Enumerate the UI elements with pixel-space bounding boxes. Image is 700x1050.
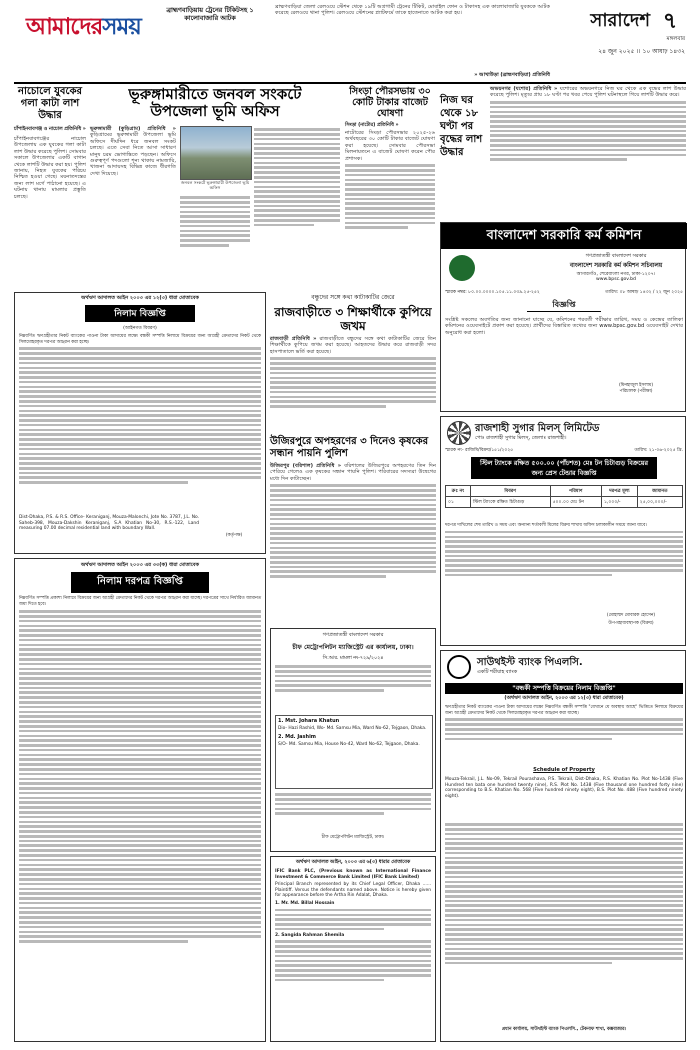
story-rajbari-text: রাজবাড়ীতে বন্ধুদের সঙ্গে কথা কাটাকাটির জেরে তিন শিক্ষার্থীকে কুপিয়ে জখম করা হয়েছে। আহতদের উদ্ধার করে রাজবাড়ী সদর হাসপাতালে ভর্তি করা হয়েছে। <box>270 336 436 355</box>
court-party2-addr: S/O- Md. Samsu Mia, House No-42, Ward No-62, Tejgaon, Dhaka. <box>278 741 420 747</box>
sugar-th-1: বিবরণ <box>470 486 550 497</box>
bpsc-web[interactable]: www.bpsc.gov.bd <box>596 277 636 282</box>
ific-defendant1: 1. Mr. Md. Billal Hossain <box>275 900 335 906</box>
logo-right: সময় <box>102 13 141 40</box>
logo-left: আমাদের <box>26 13 103 40</box>
southeast-footer: প্রধান কার্যালয়, সাউথইস্ট ব্যাংক পিএলসি., টেকনাফ শাখা, কক্সবাজার। <box>501 1027 627 1032</box>
story-main-photo <box>180 126 252 180</box>
sugar-th-0: ক্রঃ নং <box>446 486 471 497</box>
table-row <box>446 497 683 508</box>
masthead-day: মঙ্গলবার <box>666 36 685 42</box>
masthead-date: ২৪ জুন ২০২৫ ।। ১০ আষাঢ় ১৪৩২ <box>598 48 685 55</box>
story-main-body-col3 <box>254 126 340 286</box>
bpsc-logo <box>449 255 475 281</box>
story-main-byline: ভূরুঙ্গামারী (কুড়িগ্রাম) প্রতিনিধি » <box>90 126 176 132</box>
story-rajbari-continued <box>270 357 436 407</box>
story-rajbari <box>270 292 436 432</box>
story-ujirpur-text: বরিশালের উজিরপুরে অপহরণের তিন দিন পেরিয়ে গেলেও এক কৃষকের সন্ধান পায়নি পুলিশ। পরিবারের সদস্যরা উদ্বেগের মধ্যে দিন কাটাচ্ছেন। <box>270 463 436 482</box>
auction-left-footer: Dist-Dhaka, P.S. & R.S. Office- Keraniganj, Mouza-Malonchi, Jote No. 3787, J.L. No. Saheb-398, Mouza-Dakshin Keraniganj, S.A Khatian No-30, R.S.-122, Land measuring 07.00 decimal residential land with boundary Wall. <box>19 515 199 532</box>
sugar-logo <box>447 421 471 445</box>
story-rajbari-body <box>270 336 436 355</box>
southeast-body-text: ঋণগ্রহীতার নিকট ব্যাংকের পাওনা টাকা আদায়ের লক্ষ্যে নিম্নবর্ণিত বন্ধকী সম্পত্তি "যেখানে যে অবস্থায় আছে" ভিত্তিতে নিলামে বিক্রয়ের জন্য আগ্রহী ক্রেতাদের নিকট থেকে সিলমোহরকৃত দরপত্র আহ্বান করা যাচ্ছে। <box>445 705 683 716</box>
story-ujirpur-byline: উজিরপুর (বরিশাল) প্রতিনিধি » <box>270 463 342 469</box>
auction-left2-title: নিলাম দরপত্র বিজ্ঞপ্তি <box>71 572 209 593</box>
sugar-table <box>445 485 683 519</box>
sugar-ref-date: তারিখ: ২১-০৬-২০২৫ খ্রি. <box>634 448 683 453</box>
story-ujirpur-headline: উজিরপুরে অপহরণের ৩ দিনেও কৃষকের সন্ধান পায়নি পুলিশ <box>270 436 429 459</box>
auction-left-title: নিলাম বিজ্ঞপ্তি <box>85 305 195 322</box>
sugar-title: স্টিল ট্যাংকে রক্ষিত ৫০০.০০ (পাঁচশত) মেঃ টন চিটাগুড় বিক্রয়ের জন্য প্রেস টেন্ডার বিজ্ঞপ্তি <box>471 457 657 479</box>
court-party1-addr: Dio- Hazi Rashid, Wo- Md. Samsu Mia, Ward No-62, Tejgaon, Dhaka. <box>278 726 427 731</box>
sugar-th-4: জামানত <box>637 486 682 497</box>
southeast-bank-name: সাউথইস্ট ব্যাংক পিএলসি. <box>477 657 583 668</box>
story-rajbari-byline: রাজবাড়ী প্রতিনিধি » <box>270 336 317 342</box>
story-main-body <box>90 126 176 286</box>
story-rajbari-headline: রাজবাড়ীতে ৩ শিক্ষার্থীকে কুপিয়ে জখম <box>274 305 432 333</box>
section-title: সারাদেশ <box>590 10 650 31</box>
sugar-td-3: ১,০০০/- <box>601 497 637 508</box>
ific-filler-2 <box>275 940 431 981</box>
story-main-body-col2 <box>180 194 250 286</box>
ific-kicker: অর্থঋণ আদালত আইন, ২০০৩ এর ৬(৩) ধারার মোতাবেক <box>295 860 411 865</box>
bpsc-memo-date: তারিখ: ০৮ আষাঢ় ১৪৩২ / ২২ জুন ২০২৫ <box>605 290 683 295</box>
newspaper-logo <box>26 8 141 40</box>
sugar-td-2: ৫০০.০০ মেঃ টন <box>550 497 601 508</box>
court-gov: গণপ্রজাতন্ত্রী বাংলাদেশ সরকার <box>322 632 384 638</box>
lead-teaser-text: ব্রাহ্মণবাড়িয়া জেলা রেলওয়ে স্টেশন থেকে ১৯টি অগ্রগামী ট্রেনের টিকিট, মোবাইল ফোন ও টাকাসহ এক কালোবাজারি যুবককে আটক করেছে রেলওয়ে থানা পুলিশ। রেলওয়ে স্টেশনের প্ল্যাটফর্মে তাকে হাতেনাতে আটক করা হয়। <box>275 4 550 17</box>
story-main-photo-caption: জনবল সংকটে ভূরুঙ্গামারী উপজেলা ভূমি অফিস <box>180 180 250 190</box>
auction-left-kicker: অর্থঋণ আদালত আইন ২০০৩ এর ১২(৩) ধারা মোতাবেক <box>81 295 199 301</box>
masthead <box>0 0 700 82</box>
story-left-headline: নাচোলে যুবকের গলা কাটা লাশ উদ্ধার <box>18 86 82 121</box>
sugar-td-1: স্টিল ট্যাংকে রক্ষিত চিটাগুড় <box>470 497 550 508</box>
auction-left-body: নিম্নবর্ণিত ঋণগ্রহীতার নিকট ব্যাংকের পাওনা টাকা আদায়ের লক্ষ্যে বন্ধকী সম্পত্তি নিলামে বিক্রয়ের জন্য আগ্রহী ক্রেতাদের নিকট থেকে সিলমোহরকৃত দরপত্র আহ্বান করা হচ্ছে। <box>19 334 261 345</box>
southeast-title: "বন্ধকী সম্পত্তি বিক্রয়ের নিলাম বিজ্ঞপ্তি" <box>445 683 683 694</box>
sugar-th-3: দরপত্র মূল্য <box>601 486 637 497</box>
southeast-body <box>445 705 683 765</box>
lead-teaser-foot: » আখাউড়া (ব্রাহ্মণবাড়িয়া) প্রতিনিধি <box>474 72 550 78</box>
bpsc-banner: বাংলাদেশ সরকারি কর্ম কমিশন <box>441 223 687 249</box>
auction-left2-filler <box>19 610 261 943</box>
southeast-schedule: Mouza-Tekrail, J.L. No-09, Tekrail Pourashava, P.S. Tekrail, Dist-Dhaka, R.S. Khatian No. Plot No-1438 (Five Hundred ten bata one hundred twenty nine), R.S. Plot No. 1438 (Five thousand one hundred forty nine) corresponding to B.S. Khatian No. 568 (Five hundred ninety eight), B.S. Plot No. 488 (Five hundred ninety eight). <box>445 777 683 799</box>
story-main-headline-2: উপজেলা ভূমি অফিস <box>150 102 280 120</box>
story-nijer-body <box>490 86 686 216</box>
story-singra-body: নাটোরের সিংড়া পৌরসভার ২০২৫-২৬ অর্থবছরের ৩০ কোটি টাকার বাজেট ঘোষণা করা হয়েছে। সোমবার পৌরসভা মিলনায়তনে এ বাজেট ঘোষণা করেন পৌর প্রশাসক। <box>345 130 435 162</box>
southeast-schedule-head: Schedule of Property <box>533 767 595 773</box>
bpsc-sign: (মিনহাজুল ইসলাম) পরিচালক (পরীক্ষা) <box>618 383 654 394</box>
auction-ad-left <box>14 292 266 554</box>
ific-ad <box>270 856 436 1042</box>
story-singra-byline: সিংড়া (নাটোর) প্রতিনিধি » <box>345 123 399 128</box>
court-title: চীফ মেট্রোপলিটন ম্যাজিস্ট্রেট এর কার্যালয়, ঢাকা। <box>292 644 414 651</box>
story-singra <box>345 86 435 288</box>
auction-left2-body: নিম্নবর্ণিত সম্পত্তি প্রকাশ্য নিলামে বিক্রয়ের জন্য আগ্রহী ক্রেতাদের নিকট থেকে দরপত্র আহ্বান করা যাচ্ছে। দরপত্রের সাথে নির্ধারিত জামানত জমা দিতে হবে। <box>19 596 261 607</box>
auction-ad-left-2 <box>14 558 266 1042</box>
auction-left2-kicker: অর্থঋণ আদালত আইন ২০০৩ এর ৩৩(ক) ধারা মোতাবেক <box>80 562 200 568</box>
bpsc-memo: স্মারক নম্বর: ৮০.০০.০০০০.১০৫.১১.০৩৯.২৫-২৫২ <box>445 290 540 295</box>
story-ujirpur-body <box>270 463 436 482</box>
sugar-ad <box>440 416 686 646</box>
southeast-filler <box>445 821 683 1021</box>
bpsc-gov-line: গণপ্রজাতন্ত্রী বাংলাদেশ সরকার <box>585 253 647 259</box>
auction-left-sub: (আইনগত বিবরণ) <box>123 326 157 331</box>
story-main <box>90 86 340 288</box>
court-filler-bottom <box>275 791 431 831</box>
auction-left-filler <box>19 347 261 483</box>
story-ujirpur <box>270 436 436 624</box>
story-ujirpur-continued <box>270 484 436 577</box>
story-singra-headline: সিংড়া পৌরসভায় ৩০ কোটি টাকার বাজেট ঘোষণা <box>349 86 431 119</box>
story-nijer-text: যশোরের অভয়নগরে নিজ ঘর থেকে এক বৃদ্ধের লাশ উদ্ধার করেছে পুলিশ। মৃত্যুর প্রায় ১৮ ঘণ্টা পর খবর পেয়ে পুলিশ ঘটনাস্থলে গিয়ে লাশটি উদ্ধার করে। <box>490 86 686 99</box>
ific-body: Principal Branch represented by its Chief Legal Officer, Dhaka ...... Plaintiff. Versus the defendants named above. Notice is hereby given for appearance before the Artha Rin Adalat, Dhaka. <box>275 882 431 899</box>
sugar-td-4: ২৫,০০,০০০/- <box>637 497 682 508</box>
sugar-body-text: দরপত্র দাখিলের শেষ তারিখ ও সময় এবং অন্যান্য শর্তাবলী মিলের বিক্রয় শাখায় অফিস চলাকালীন সময়ে জানা যাবে। <box>445 523 647 528</box>
court-case: সি.আর. মামলা নং-৭২৯/২০২৪ <box>322 656 384 661</box>
ific-defendant2: 2. Sangida Rahman Shemila <box>275 932 345 938</box>
bpsc-ad <box>440 222 686 412</box>
southeast-logo <box>447 655 471 679</box>
court-ad <box>270 628 436 852</box>
story-left-byline: চাঁপাইনবাবগঞ্জ ও নাচোল প্রতিনিধি » <box>14 127 86 132</box>
court-party2: 2. Md. Jashim <box>278 733 317 740</box>
ific-filler-1 <box>275 909 431 931</box>
bpsc-address: আগারগাঁও, শেরেবাংলা নগর, ঢাকা-১২০৭। <box>576 272 656 277</box>
page-number: ৭ <box>662 9 678 34</box>
masthead-rule <box>14 82 686 84</box>
court-footer: চীফ মেট্রোপলিটন ম্যাজিস্ট্রেট, ঢাকা। <box>321 835 385 840</box>
court-party1: 1. Mst. Johara Khatun <box>278 718 340 724</box>
sugar-sign: (মোহাম্মদ মোবারক হোসেন) <box>606 613 656 618</box>
sugar-sign-role: উপ-মহাব্যবস্থাপক (বিক্রয়) <box>608 621 654 626</box>
court-party-box <box>275 715 433 789</box>
southeast-bank-sub: একটি শরীয়াহ ব্যাংক <box>477 669 518 675</box>
story-nijer-headline: নিজ ঘর থেকে ১৮ ঘণ্টা পর বৃদ্ধের লাশ উদ্ধার <box>440 95 483 158</box>
southeast-sub: (অর্থঋণ আদালত আইন, ২০০৩ এর ১২(৩) ধারা মোতাবেক) <box>504 696 624 701</box>
sugar-name: রাজশাহী সুগার মিলস্ লিমিটেড <box>475 423 600 434</box>
story-main-text: কুড়িগ্রামের ভূরুঙ্গামারী উপজেলা ভূমি অফিসে দীর্ঘদিন ধরে জনবল সংকট চলছে। এতে সেবা নিতে আসা সাধারণ মানুষ চরম ভোগান্তিতে পড়ছেন। অফিসে গুরুত্বপূর্ণ পদগুলো শূন্য থাকায় নামজারি, খাজনা আদায়সহ বিভিন্ন কাজে ধীরগতি দেখা দিয়েছে। <box>90 132 176 177</box>
sugar-td-0: ০১ <box>446 497 471 508</box>
auction-left-signer: (কর্তৃপক্ষ) <box>225 533 243 538</box>
story-main-headline-1: ভূরুঙ্গামারীতে জনবল সংকটে <box>128 85 302 103</box>
bpsc-title: বিজ্ঞপ্তি <box>527 299 601 312</box>
sugar-th-2: পরিমাণ <box>550 486 601 497</box>
ific-plaintiff: IFIC Bank PLC, (Previous known as International Finance Investment & Commerce Bank Limited (IFIC Bank Limited) <box>275 869 431 880</box>
sugar-sub: পোঃ রাজশাহী সুগার মিলস্, জেলাঃ রাজশাহী। <box>475 435 567 441</box>
southeast-ad <box>440 650 686 1042</box>
story-rajbari-kicker: বন্ধুদের সঙ্গে কথা কাটাকাটির জেরে <box>311 294 395 301</box>
story-nijer <box>440 86 686 218</box>
story-singra-continued <box>345 164 435 229</box>
bpsc-office: বাংলাদেশ সরকারি কর্ম কমিশন সচিবালয় <box>569 263 663 269</box>
story-left-body: চাঁপাইনবাবগঞ্জের নাচোল উপজেলায় এক যুবকের গলা কাটা লাশ উদ্ধার করেছে পুলিশ। সোমবার সকালে উপজেলার একটি বাগান থেকে লাশটি উদ্ধার করা হয়। পুলিশ জানায়, নিহত যুবকের পরিচয় নিশ্চিত হওয়া গেছে। ময়নাতদন্তের জন্য লাশ মর্গে পাঠানো হয়েছে। এ ঘটনায় থানায় মামলার প্রস্তুতি চলছে। <box>14 136 86 200</box>
court-filler-top <box>275 665 431 692</box>
bpsc-body: সংশ্লিষ্ট সকলের অবগতির জন্য জানানো যাচ্ছে যে, কমিশনের পরবর্তী পরীক্ষার তারিখ, সময় ও কেন্দ্রের তালিকা কমিশনের ওয়েবসাইটে প্রকাশ করা হয়েছে। প্রার্থীদের বিস্তারিত তথ্যের জন্য www.bpsc.gov.bd ওয়েবসাইট দেখার অনুরোধ করা হলো। <box>445 317 683 336</box>
sugar-body <box>445 523 683 603</box>
masthead-teaser: ব্রাহ্মণবাড়িয়ায় ট্রেনের টিকিটসহ ১ কালোবাজারি আটক <box>166 6 254 22</box>
story-nijer-byline: অভয়নগর (যশোর) প্রতিনিধি » <box>490 86 558 92</box>
sugar-ref: স্মারক নং- রাজিমি/বিক্রয়/১৫১/২০২৫ <box>445 448 514 453</box>
story-left <box>14 86 86 288</box>
